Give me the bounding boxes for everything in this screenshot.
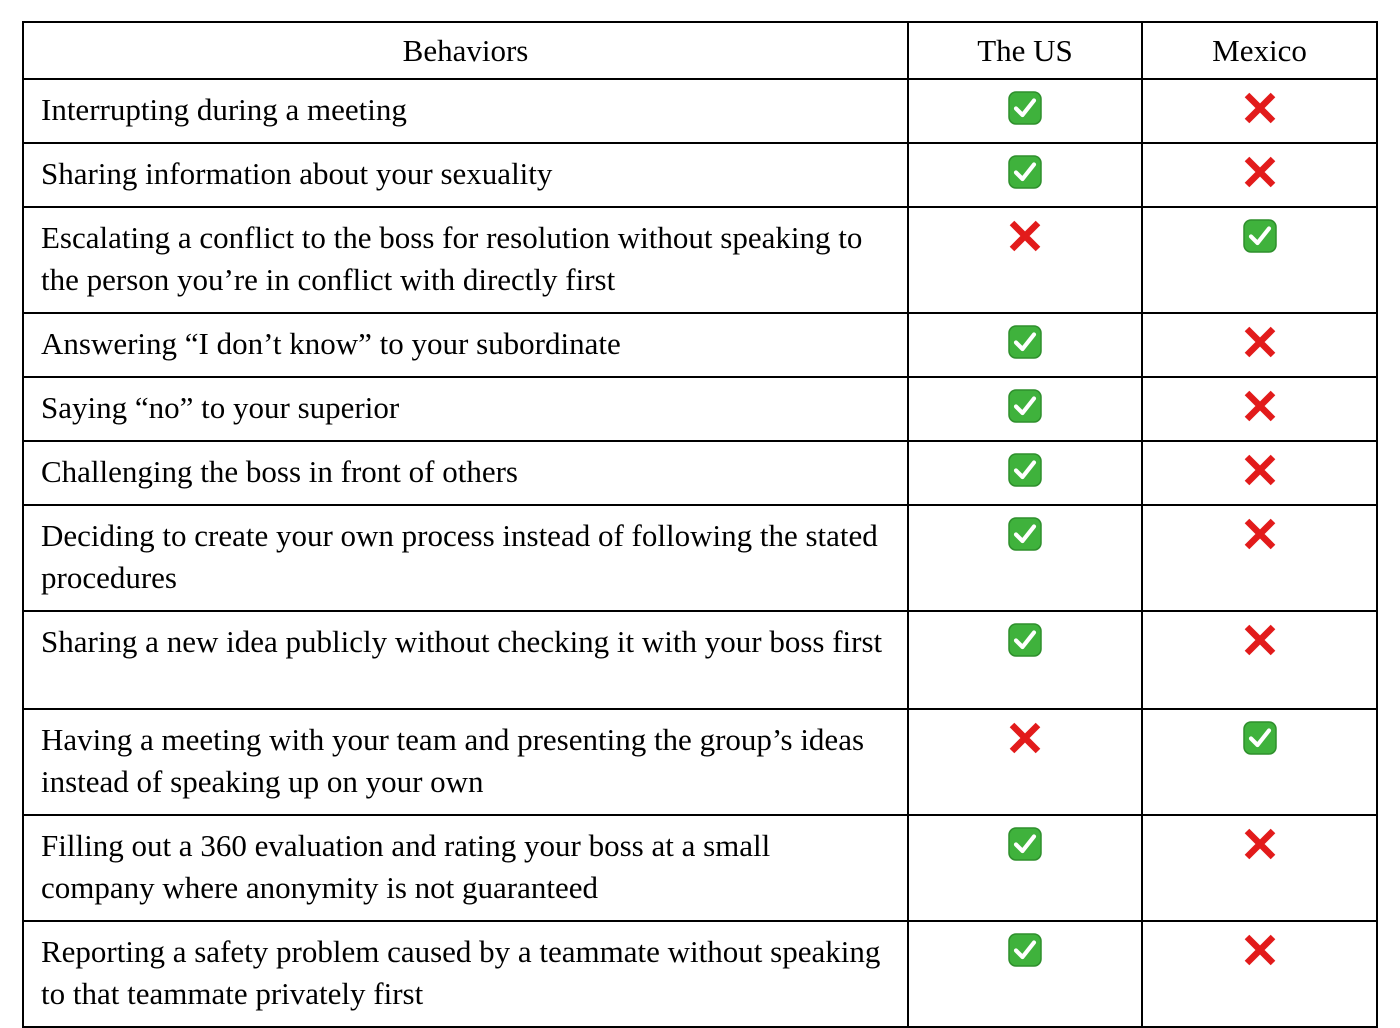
behavior-cell: Escalating a conflict to the boss for resolution without speaking to the person you’re in conflict with directly first xyxy=(23,207,908,313)
the-us-cell xyxy=(908,441,1142,505)
check-mark-button-icon xyxy=(1008,517,1042,551)
cross-mark-icon xyxy=(1243,155,1277,189)
cross-mark-icon xyxy=(1243,827,1277,861)
table-row xyxy=(23,921,1377,1027)
the-us-cell xyxy=(908,79,1142,143)
table-row xyxy=(23,505,1377,611)
header-mexico: Mexico xyxy=(1142,22,1377,79)
the-us-cell xyxy=(908,207,1142,313)
check-mark-button-icon xyxy=(1008,91,1042,125)
check-mark-button-icon xyxy=(1008,623,1042,657)
the-us-cell xyxy=(908,709,1142,815)
check-mark-button-icon xyxy=(1008,827,1042,861)
cross-mark-icon xyxy=(1243,517,1277,551)
mexico-cell xyxy=(1142,815,1377,921)
cross-mark-icon xyxy=(1243,389,1277,423)
behavior-cell: Answering “I don’t know” to your subordinate xyxy=(23,313,908,377)
behavior-cell: Sharing a new idea publicly without checking it with your boss first xyxy=(23,611,908,709)
check-mark-button-icon xyxy=(1008,155,1042,189)
table-row xyxy=(23,709,1377,815)
cross-mark-icon xyxy=(1243,623,1277,657)
behavior-cell: Filling out a 360 evaluation and rating your boss at a small company where anonymity is not guaranteed xyxy=(23,815,908,921)
table-row xyxy=(23,143,1377,207)
the-us-cell xyxy=(908,377,1142,441)
mexico-cell xyxy=(1142,709,1377,815)
mexico-cell xyxy=(1142,505,1377,611)
mexico-cell xyxy=(1142,611,1377,709)
table-row xyxy=(23,313,1377,377)
table-row xyxy=(23,377,1377,441)
table-row xyxy=(23,815,1377,921)
header-the-us: The US xyxy=(908,22,1142,79)
the-us-cell xyxy=(908,505,1142,611)
behavior-cell: Reporting a safety problem caused by a teammate without speaking to that teammate privately first xyxy=(23,921,908,1027)
mexico-cell xyxy=(1142,921,1377,1027)
mexico-cell xyxy=(1142,207,1377,313)
table-row xyxy=(23,611,1377,709)
cross-mark-icon xyxy=(1243,933,1277,967)
check-mark-button-icon xyxy=(1243,219,1277,253)
table-row xyxy=(23,207,1377,313)
check-mark-button-icon xyxy=(1008,453,1042,487)
mexico-cell xyxy=(1142,79,1377,143)
the-us-cell xyxy=(908,815,1142,921)
header-behaviors: Behaviors xyxy=(23,22,908,79)
header-row xyxy=(23,22,1377,79)
check-mark-button-icon xyxy=(1008,389,1042,423)
table-body xyxy=(23,79,1377,1027)
mexico-cell xyxy=(1142,441,1377,505)
cross-mark-icon xyxy=(1243,325,1277,359)
mexico-cell xyxy=(1142,313,1377,377)
behavior-cell: Challenging the boss in front of others xyxy=(23,441,908,505)
check-mark-button-icon xyxy=(1008,325,1042,359)
cross-mark-icon xyxy=(1243,91,1277,125)
mexico-cell xyxy=(1142,377,1377,441)
check-mark-button-icon xyxy=(1243,721,1277,755)
behavior-cell: Deciding to create your own process instead of following the stated procedures xyxy=(23,505,908,611)
check-mark-button-icon xyxy=(1008,933,1042,967)
the-us-cell xyxy=(908,921,1142,1027)
cross-mark-icon xyxy=(1243,453,1277,487)
the-us-cell xyxy=(908,143,1142,207)
table-row xyxy=(23,79,1377,143)
the-us-cell xyxy=(908,611,1142,709)
behaviors-table xyxy=(22,21,1378,1028)
behavior-cell: Interrupting during a meeting xyxy=(23,79,908,143)
cross-mark-icon xyxy=(1008,219,1042,253)
behavior-cell: Saying “no” to your superior xyxy=(23,377,908,441)
behavior-cell: Sharing information about your sexuality xyxy=(23,143,908,207)
cross-mark-icon xyxy=(1008,721,1042,755)
table-row xyxy=(23,441,1377,505)
mexico-cell xyxy=(1142,143,1377,207)
the-us-cell xyxy=(908,313,1142,377)
behavior-cell: Having a meeting with your team and presenting the group’s ideas instead of speaking up on your own xyxy=(23,709,908,815)
